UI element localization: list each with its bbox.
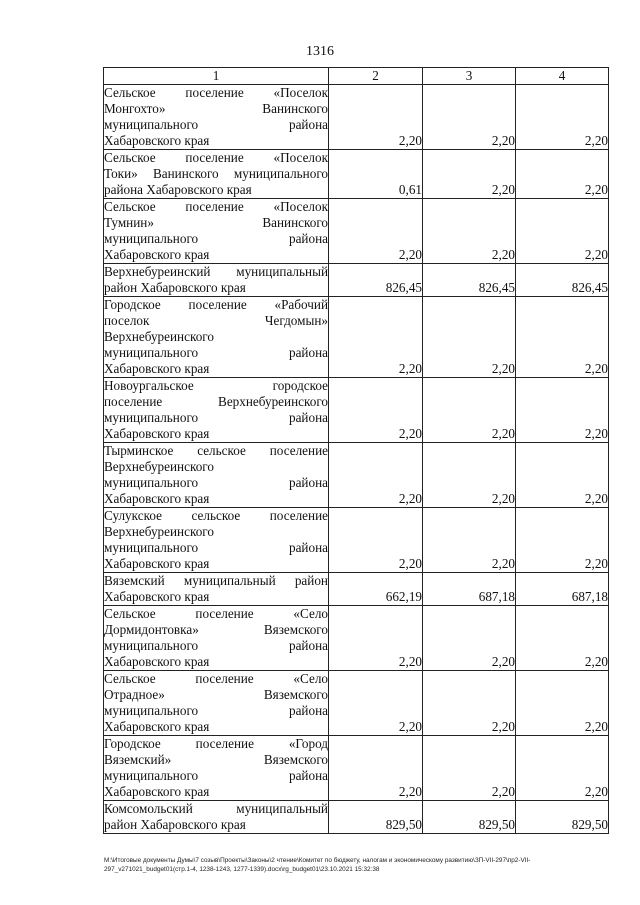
table-row [104,443,609,508]
table-row [104,573,609,606]
municipality-name-line: Хабаровского края [104,556,210,571]
municipality-name-line: района Хабаровского края [104,182,252,197]
value-cell-v4: 2,20 [516,297,609,378]
municipality-name-line: район Хабаровского края [104,280,246,295]
municipality-name-line: Хабаровского края [104,426,210,441]
value-cell-v2: 2,20 [329,443,423,508]
value-cell-v4: 2,20 [516,443,609,508]
value-cell-v3: 2,20 [423,736,516,801]
municipality-name-line: Хабаровского края [104,719,210,734]
municipality-name-cell [104,606,329,671]
municipality-name-cell [104,297,329,378]
municipality-name-line: муниципального района [104,410,328,425]
value-cell-v4: 2,20 [516,671,609,736]
budget-table [103,67,609,834]
municipality-name-line: Городское поселение «Город [104,736,328,751]
municipality-name-line: Верхнебуреинского [104,524,214,539]
municipality-name-line: Сельское поселение «Поселок [104,85,328,100]
value-cell-v2: 2,20 [329,378,423,443]
value-cell-v4: 687,18 [516,573,609,606]
value-cell-v3: 687,18 [423,573,516,606]
municipality-name-line: Городское поселение «Рабочий [104,297,328,312]
value-cell-v3: 826,45 [423,264,516,297]
page-number: 1316 [306,44,334,59]
table-row [104,85,609,150]
municipality-name-line: муниципального района [104,475,328,490]
municipality-name-line: Хабаровского края [104,361,210,376]
municipality-name-line: Сельское поселение «Поселок [104,199,328,214]
municipality-name-line: поселок Чегдомын» [104,313,328,328]
municipality-name-line: муниципального района [104,231,328,246]
value-cell-v4: 829,50 [516,801,609,834]
municipality-name-line: Токи» Ванинского муниципального [104,166,328,181]
value-cell-v2: 2,20 [329,671,423,736]
value-cell-v3: 2,20 [423,378,516,443]
table-row [104,606,609,671]
municipality-name-line: Верхнебуреинского [104,459,214,474]
footer-line: 297_v271021_budget01(стр.1-4, 1238-1243, 1277-1339).docx\rg_budget01\23.10.2021 15:32:38 [104,866,380,873]
municipality-name-cell [104,199,329,264]
municipality-name-line: муниципального района [104,540,328,555]
column-header: 3 [423,68,516,85]
municipality-name-line: Верхнебуреинского [104,329,214,344]
table-row [104,150,609,199]
value-cell-v3: 2,20 [423,297,516,378]
municipality-name-line: Сельское поселение «Поселок [104,150,328,165]
table-header-row [104,68,609,85]
value-cell-v3: 829,50 [423,801,516,834]
municipality-name-cell [104,85,329,150]
table-row [104,508,609,573]
value-cell-v3: 2,20 [423,508,516,573]
table-row [104,801,609,834]
municipality-name-line: Тумнин» Ванинского [104,215,328,230]
municipality-name-line: муниципального района [104,638,328,653]
value-cell-v3: 2,20 [423,606,516,671]
municipality-name-line: Тырминское сельское поселение [104,443,328,458]
column-header: 2 [329,68,423,85]
municipality-name-line: Хабаровского края [104,247,210,262]
municipality-name-cell [104,264,329,297]
municipality-name-cell [104,671,329,736]
value-cell-v3: 2,20 [423,150,516,199]
column-header: 1 [104,68,329,85]
table-row [104,671,609,736]
municipality-name-line: Хабаровского края [104,784,210,799]
footer-line: М:\Итоговые документы Думы\7 созыв\Проекты\Законы\2 чтение\Комитет по бюджету, налогам и экономическому развитию\ЗП-VII-297\пр2-VII- [104,857,531,864]
municipality-name-line: муниципального района [104,703,328,718]
table-row [104,264,609,297]
municipality-name-line: Вяземский муниципальный район [104,573,328,588]
value-cell-v2: 2,20 [329,606,423,671]
table-row [104,378,609,443]
value-cell-v2: 662,19 [329,573,423,606]
municipality-name-line: поселение Верхнебуреинского [104,394,328,409]
municipality-name-line: муниципального района [104,345,328,360]
value-cell-v4: 2,20 [516,736,609,801]
value-cell-v4: 2,20 [516,199,609,264]
municipality-name-cell [104,573,329,606]
value-cell-v3: 2,20 [423,199,516,264]
municipality-name-cell [104,508,329,573]
value-cell-v4: 826,45 [516,264,609,297]
value-cell-v2: 2,20 [329,85,423,150]
municipality-name-line: Вяземский» Вяземского [104,752,328,767]
municipality-name-line: Новоургальское городское [104,378,328,393]
municipality-name-cell [104,801,329,834]
municipality-name-line: муниципального района [104,768,328,783]
municipality-name-cell [104,150,329,199]
column-header: 4 [516,68,609,85]
value-cell-v2: 2,20 [329,736,423,801]
municipality-name-line: муниципального района [104,117,328,132]
municipality-name-line: Хабаровского края [104,133,210,148]
municipality-name-cell [104,736,329,801]
municipality-name-line: Дормидонтовка» Вяземского [104,622,328,637]
value-cell-v2: 826,45 [329,264,423,297]
value-cell-v3: 2,20 [423,443,516,508]
municipality-name-line: Хабаровского края [104,491,210,506]
value-cell-v4: 2,20 [516,85,609,150]
value-cell-v2: 2,20 [329,199,423,264]
value-cell-v2: 2,20 [329,508,423,573]
file-path-footer [104,856,624,874]
value-cell-v4: 2,20 [516,378,609,443]
municipality-name-line: Отрадное» Вяземского [104,687,328,702]
municipality-name-line: Сельское поселение «Село [104,606,328,621]
value-cell-v2: 829,50 [329,801,423,834]
value-cell-v2: 0,61 [329,150,423,199]
municipality-name-line: Комсомольский муниципальный [104,801,328,816]
value-cell-v2: 2,20 [329,297,423,378]
value-cell-v3: 2,20 [423,85,516,150]
municipality-name-line: Хабаровского края [104,654,210,669]
value-cell-v4: 2,20 [516,606,609,671]
table-row [104,199,609,264]
municipality-name-cell [104,378,329,443]
value-cell-v4: 2,20 [516,150,609,199]
municipality-name-line: Монгохто» Ванинского [104,101,328,116]
municipality-name-line: Хабаровского края [104,589,210,604]
municipality-name-line: Сулукское сельское поселение [104,508,328,523]
municipality-name-line: Сельское поселение «Село [104,671,328,686]
table-row [104,736,609,801]
municipality-name-line: Верхнебуреинский муниципальный [104,264,328,279]
municipality-name-cell [104,443,329,508]
municipality-name-line: район Хабаровского края [104,817,246,832]
value-cell-v4: 2,20 [516,508,609,573]
value-cell-v3: 2,20 [423,671,516,736]
table-row [104,297,609,378]
